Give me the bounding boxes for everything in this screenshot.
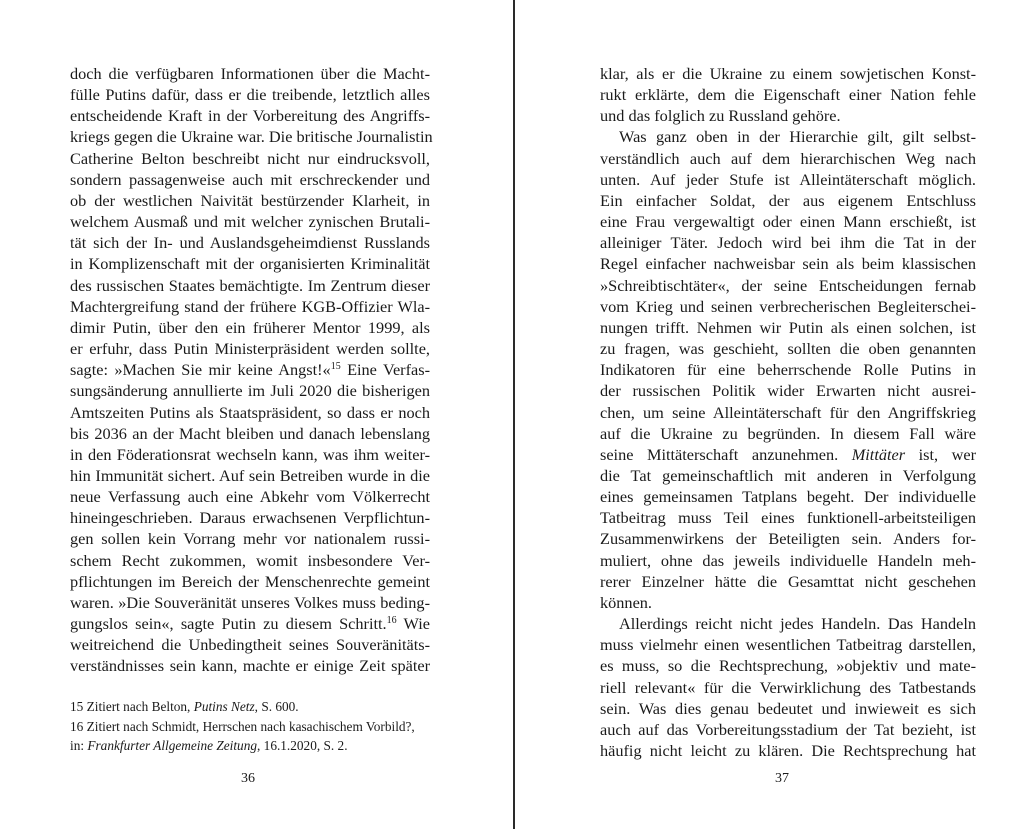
text-line: und das folglich zu Russland gehöre.	[600, 106, 841, 126]
text-line	[70, 613, 430, 634]
text-continuation: Eine Verfas-	[340, 360, 430, 380]
text-line: zu fragen, was geschieht, sollten die oben genannten	[600, 339, 976, 359]
text-line: hineingeschrieben. Daraus erwachsenen Verpflichtun-	[70, 508, 430, 528]
text-line	[70, 359, 430, 380]
text-line: bis 2036 an der Macht bleiben und danach lebenslang	[70, 423, 430, 443]
text-continuation: Wie	[396, 614, 431, 634]
page-number: 36	[241, 771, 255, 786]
text-line: muss vielmehr einen wesentlichen Tatbeitrag darstellen,	[600, 635, 976, 655]
left-page	[0, 0, 513, 829]
text-line: der russischen Politik wider Erwarten nicht ausrei-	[600, 381, 976, 401]
text-line: in Komplizenschaft mit der organisierten Kriminalität	[70, 254, 430, 274]
text-line: waren. »Die Souveränität unseres Volkes muss beding-	[70, 592, 430, 612]
text-line: Allerdings reicht nicht jedes Handeln. Das Handeln	[619, 614, 976, 634]
text-line: in den Föderationsrat wechseln kann, was ihm weiter-	[70, 444, 430, 464]
text-line: unten. Auf jeder Stufe ist Alleintäterschaft möglich.	[600, 169, 976, 189]
footnote-title: Putins Netz	[193, 699, 255, 714]
text-line: pflichtungen im Bereich der Menschenrechte gemeint	[70, 571, 430, 591]
text-line: tät sich der In- und Auslandsgeheimdienst Russlands	[70, 233, 430, 253]
text-line: sondern passagenweise auch mit erschreckender und	[70, 169, 430, 189]
text-line: ob der westlichen Naivität bestürzender Klarheit, in	[70, 190, 430, 210]
text-line: doch die verfügbaren Informationen über die Macht-	[70, 64, 430, 83]
text-line: eines gemeinsamen Tatplans begeht. Der individuelle	[600, 487, 976, 507]
text-line: auch auf das Vorbereitungsstadium der Tat bezieht, ist	[600, 719, 976, 739]
text-line: entscheidende Kraft in der Vorbereitung des Angriffs-	[70, 106, 430, 126]
right-page-body	[600, 63, 976, 761]
text-line: dimir Putin, über den ein früherer Mentor 1999, als	[70, 317, 430, 337]
text-line: rerer Einzelner hätte die Gesamttat nicht geschehen	[600, 571, 976, 591]
text-line: Amtszeiten Putins als Staatspräsident, so dass er noch	[70, 402, 430, 422]
footnote-title: Frankfurter Allgemeine Zeitung	[87, 738, 258, 753]
text-line: Indikatoren für eine beherrschende Rolle Putins in	[600, 360, 976, 380]
footnote-text: , S. 600.	[254, 699, 299, 714]
footnotes	[70, 697, 450, 756]
text-line: Catherine Belton beschreibt nicht nur eindrucksvoll,	[70, 148, 430, 168]
text-line: er erfuhr, dass Putin Ministerpräsident werden sollte,	[70, 339, 430, 359]
text-line: chen, um seine Alleintäterschaft für den Angriffskrieg	[600, 402, 976, 422]
text-line: welchem Ausmaß und mit welcher zynischen Brutali-	[70, 212, 430, 232]
footnote-ref-15: 15	[330, 361, 341, 373]
text-line	[600, 444, 976, 465]
text-line: hin Immunität sichert. Auf sein Betreiben wurde in die	[70, 465, 430, 485]
text-line: rukt erklärte, dem die Eigenschaft einer Nation fehle	[600, 85, 976, 105]
text-line: kriegs gegen die Ukraine war. Die britische Journalistin	[70, 127, 433, 147]
page-number: 37	[775, 771, 789, 786]
left-page-body	[70, 63, 433, 677]
text-line: riell relevant« für die Verwirklichung des Tatbestands	[600, 677, 976, 697]
footnote-text: in:	[70, 738, 88, 753]
text-line: können.	[600, 592, 652, 612]
text-line: sungsänderung annullierte im Juli 2020 die bisherigen	[70, 381, 430, 401]
text-line: Regel einfacher nachweisbar sein als beim klassischen	[600, 254, 976, 274]
footnote-15	[70, 697, 450, 717]
text-line: schem Recht zukommen, womit insbesondere Ver-	[70, 550, 430, 570]
text-line: »Schreibtischtäter«, der seine Entscheidungen fernab	[600, 275, 976, 295]
footnote-16: 16 Zitiert nach Schmidt, Herrschen nach kasachischem Vorbild?,	[70, 718, 415, 734]
text-line: des russischen Staates bemächtigte. Im Zentrum dieser	[70, 275, 430, 295]
text-line: Was ganz oben in der Hierarchie gilt, gilt selbst-	[619, 127, 976, 147]
text-line: weitreichend die Unbedingtheit seines Souveränitäts-	[70, 635, 430, 655]
text-line: die Tat gemeinschaftlich mit anderen in Verfolgung	[600, 465, 976, 485]
text-segment: seine Mittäterschaft anzunehmen.	[600, 444, 852, 464]
footnote-16-continued	[70, 736, 450, 756]
text-line: nungen trifft. Nehmen wir Putin als einen solchen, ist	[600, 317, 976, 337]
text-line: eine Frau vergewaltigt oder einen Mann erschießt, ist	[600, 212, 976, 232]
text-line: fülle Putins dafür, dass er die treibende, letztlich alles	[70, 85, 430, 105]
text-line: neue Verfassung auch eine Abkehr vom Völkerrecht	[70, 487, 430, 507]
text-line: Machtergreifung stand der frühere KGB-Offizier Wla-	[70, 296, 430, 316]
text-line: auf die Ukraine zu begründen. In diesem Fall wäre	[600, 423, 976, 443]
text-line: Ein einfacher Soldat, der aus eigenem Entschluss	[600, 190, 976, 210]
quote-text: sagte: »Machen Sie mir keine Angst!«	[70, 360, 331, 380]
text-line: gen sollen kein Vorrang mehr vor nationalem russi-	[70, 529, 430, 549]
footnote-text: , 16.1.2020, S. 2.	[257, 738, 348, 753]
text-line: es muss, so die Rechtsprechung, »objektiv und mate-	[600, 656, 976, 676]
text-continuation: ist, wer	[905, 444, 977, 464]
text-line: Tatbeitrag muss Teil eines funktionell-arbeitsteiligen	[600, 508, 976, 528]
text-line: muliert, ohne das jeweils individuelle Handeln meh-	[600, 550, 976, 570]
emphasis-term: Mittäter	[851, 444, 906, 464]
text-line: alleiniger Täter. Jedoch wird bei ihm die Tat in der	[600, 233, 976, 253]
text-line: Zusammenwirkens der Beteiligten sein. Anders for-	[600, 529, 976, 549]
text-line: klar, als er die Ukraine zu einem sowjetischen Konst-	[600, 64, 976, 83]
text-line: verständlich auch auf dem hierarchischen Weg nach	[600, 148, 976, 168]
text-line: verständnisses sein kann, machte er einige Zeit später	[70, 656, 430, 676]
text-line: häufig nicht leicht zu klären. Die Rechtsprechung hat	[600, 741, 976, 760]
right-page	[515, 0, 1032, 829]
text-line: sein. Was dies genau bedeutet und inwieweit es sich	[600, 698, 976, 718]
quote-text: gungslos sein«, sagte Putin zu diesem Schritt.	[70, 614, 387, 634]
footnote-ref-16: 16	[386, 615, 397, 627]
footnote-text: 15 Zitiert nach Belton,	[70, 699, 194, 714]
text-line: vom Krieg und seinen verbrecherischen Begleiterschei-	[600, 296, 976, 316]
